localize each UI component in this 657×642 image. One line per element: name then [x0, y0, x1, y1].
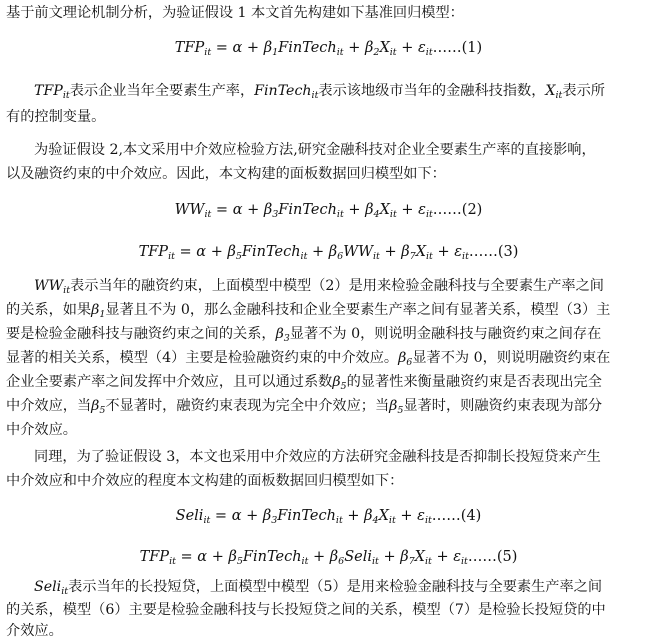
para-3-line-5: 企业全要素产率之间发挥中介效应，且可以通过系数$\beta_5$的显著性来衡量融资约束是否表现出完全 — [6, 374, 602, 392]
para-3-line-3: 要是检验金融科技与融资约束之间的关系，$\beta_3$显著不为 0，则说明金融科技与融资约束之间存在 — [6, 326, 602, 344]
para-1-line-2: 有的控制变量。 — [6, 109, 106, 125]
para-3-line-7: 中介效应。 — [6, 422, 77, 438]
para-5-line-3: 介效应。 — [6, 623, 63, 639]
intro-line: 基于前文理论机制分析，为验证假设 1 本文首先构建如下基准回归模型： — [6, 5, 464, 21]
para-3-line-6: 中介效应，当$\beta_5$不显著时，融资约束表现为完全中介效应；当$\beta_5$显著时，则融资约束表现为部分 — [6, 398, 603, 416]
equation-5: $TFP_{it} = \alpha$ + $\beta_5FinTech_{it}$ + $\beta_6Seli_{it} + \beta_7X_{it}$ + $\varepsilon_{it}\dots\dots(5)$ — [139, 549, 518, 567]
para-2-line-2: 以及融资约束的中介效应。因此，本文构建的面板数据回归模型如下： — [6, 166, 446, 182]
para-1-line-1: $TFP_{it}$表示企业当年全要素生产率，FinTech$_{it}$表示该地级市当年的金融科技指数，$X_{it}$表示所 — [34, 83, 605, 101]
para-4-line-2: 中介效应和中介效应的程度本文构建的面板数据回归模型如下： — [6, 473, 404, 489]
equation-3: $TFP_{it} = \alpha$ + $\beta_5FinTech_{it} + \beta_6WW_{it} + \beta_7X_{it}$ + $\varepsilon_{it}\dots\dots(3)$ — [138, 244, 519, 262]
equation-1: $TFP_{it} = \alpha$ + $\beta_1FinTech_{it} + \beta_2X_{it}$ + $\varepsilon_{it}\dots\dots(1)$ — [174, 40, 483, 58]
para-2-line-1: 为验证假设 2,本文采用中介效应检验方法,研究金融科技对企业全要素生产率的直接影响， — [34, 142, 596, 158]
equation-4: Seli$_{it}$ = $\alpha + \beta_3FinTech_{it} + \beta_4X_{it}$ + $\varepsilon_{it}\dots\dots(4)$ — [175, 508, 482, 526]
para-4-line-1: 同理，为了验证假设 3，本文也采用中介效应的方法研究金融科技是否抑制长投短贷来产生 — [34, 449, 601, 465]
para-5-line-2: 的关系，模型（6）主要是检验金融科技与长投短贷之间的关系，模型（7）是检验长投短贷的中 — [6, 602, 606, 618]
equation-2: $WW_{it} = \alpha$ + $\beta_3FinTech_{it} + \beta_4X_{it}$ + $\varepsilon_{it}\dots\dots(2)$ — [174, 202, 483, 220]
para-3-line-2: 的关系，如果$\beta_1$显著且不为 0，那么金融科技和企业全要素生产率之间有显著关系，模型（3）主 — [6, 302, 611, 320]
para-3-line-1: $WW_{it}$表示当年的融资约束，上面模型中模型（2）是用来检验金融科技与全要素生产率之间 — [34, 278, 604, 296]
para-5-line-1: Seli$_{it}$表示当年的长投短贷，上面模型中模型（5）是用来检验金融科技与全要素生产率之间 — [34, 579, 603, 597]
para-3-line-4: 显著的相关关系，模型（4）主要是检验融资约束的中介效应。$\beta_6$显著不为 0，则说明融资约束在 — [6, 350, 611, 368]
